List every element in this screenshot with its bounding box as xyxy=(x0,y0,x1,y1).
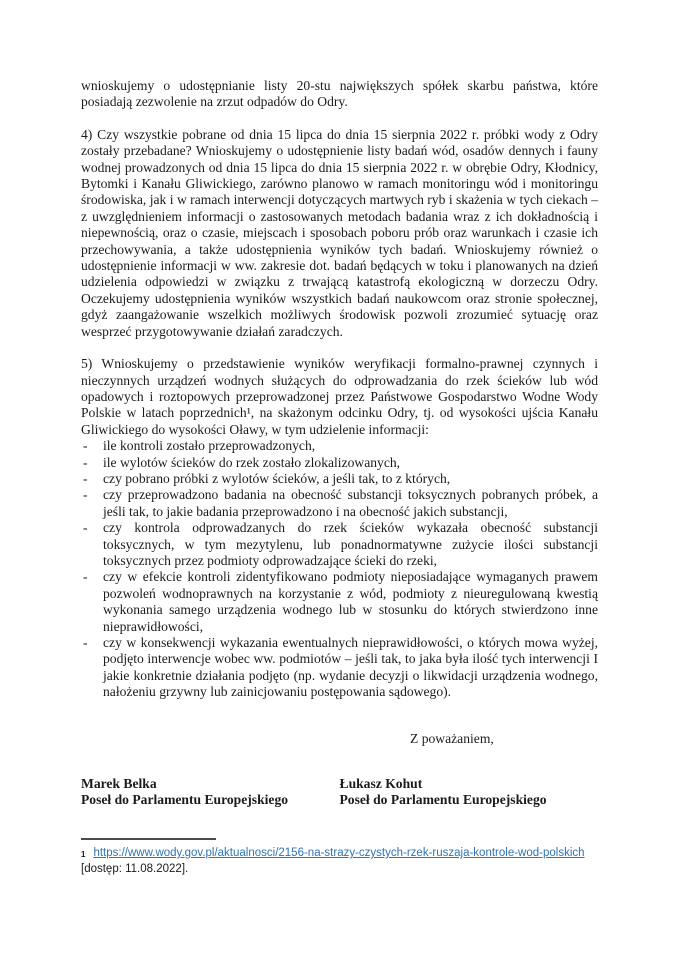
signer-name: Łukasz Kohut xyxy=(339,776,423,792)
closing-salutation: Z poważaniem, xyxy=(410,730,494,746)
request-bullet-list xyxy=(81,438,598,701)
bullet-text: czy kontrola odprowadzanych do rzek ścieków wykazała obecność substancji toksycznych, w tym mezytylenu, lub ponadnormatywne zużycie ilości substancji toksycznych przez podmioty odprowadzające ścieki do rzeki, xyxy=(103,520,598,568)
footnote-access-date: [dostęp: 11.08.2022]. xyxy=(81,862,189,875)
bullet-dash: - xyxy=(83,520,88,536)
bullet-dash: - xyxy=(83,438,88,454)
bullet-dash: - xyxy=(83,487,88,503)
paragraph-item-5-intro: 5) Wnioskujemy o przedstawienie wyników weryfikacji formalno-prawnej czynnych i nieczynnych urządzeń wodnych służących do odprowadzania do rzek ścieków lub wód opadowych i roztopowych przeprowadzonej przez Państwowe Gospodarstwo Wodne Wody Polskie w latach poprzednich¹, na skażonym odcinku Odry, tj. od wysokości ujścia Kanału Gliwickiego do wysokości Oławy, w tym udzielenie informacji: xyxy=(81,356,598,437)
bullet-dash: - xyxy=(83,470,88,486)
bullet-text: czy przeprowadzono badania na obecność substancji toksycznych pobranych próbek, a jeśli tak, to jakie badania przeprowadzono i na obecność jakich substancji, xyxy=(103,487,598,519)
footnote-separator xyxy=(81,838,216,840)
bullet-item xyxy=(81,520,598,569)
bullet-item xyxy=(81,471,598,487)
bullet-text: czy pobrano próbki z wylotów ścieków, a jeśli tak, to z których, xyxy=(103,470,451,486)
bullet-text: ile kontroli zostało przeprowadzonych, xyxy=(103,438,316,454)
paragraph-item-4: 4) Czy wszystkie pobrane od dnia 15 lipca do dnia 15 sierpnia 2022 r. próbki wody z Odry zostały przebadane? Wnioskujemy o udostępnienie listy badań wód, osadów dennych i fauny wodnej prowadzonych od dnia 15 lipca do dnia 15 sierpnia 2022 r. w obrębie Odry, Kłodnicy, Bytomki i Kanału Gliwickiego, zarówno planowo w ramach monitoringu wód i monitoringu środowiska, jak i w ramach interwencji dotyczących martwych ryb i skażenia w tych ciekach – z uwzględnieniem informacji o zastosowanych metodach badania wraz z ich dokładnością i niepewnością, oraz o czasie, miejscach i sposobach poboru prób oraz warunkach i czasie ich przechowywania, a także udostępnienia wyników tych badań. Wnioskujemy również o udostępnienie informacji w ww. zakresie dot. badań będących w toku i planowanych na dzień udzielenia odpowiedzi w związku z trwającą katastrofą ekologiczną w dorzeczu Odry. Oczekujemy udostępnienia wyników wszystkich badań naukowcom oraz stronie społecznej, gdyż zaangażowanie wszelkich możliwych środowisk pozwoli zrozumieć sytuację oraz wesprzeć przygotowywanie działań zaradczych. xyxy=(81,126,598,339)
bullet-dash: - xyxy=(83,569,88,585)
bullet-dash: - xyxy=(83,454,88,470)
bullet-item xyxy=(81,438,598,454)
footnote-marker: 1 xyxy=(81,850,86,859)
bullet-dash: - xyxy=(83,635,88,650)
bullet-item xyxy=(81,569,598,635)
paragraph-continuation: wnioskujemy o udostępnianie listy 20-stu największych spółek skarbu państwa, które posiadają zezwolenie na zrzut odpadów do Odry. xyxy=(81,78,598,110)
signature-left xyxy=(81,776,340,809)
bullet-text: ile wylotów ścieków do rzek zostało zlokalizowanych, xyxy=(103,454,401,470)
signer-name: Marek Belka xyxy=(81,776,157,792)
bullet-text: czy w konsekwencji wykazania ewentualnych nieprawidłowości, o których mowa wyżej, podjęto interwencje wobec ww. podmiotów – jeśli tak, to jaka była ilość tych interwencji I jakie konkretnie działania podjęto (np. wydanie decyzji o likwidacji urządzenia wodnego, nałożeniu grzywny lub zainicjowaniu postępowania sądowego). xyxy=(103,635,598,700)
signer-title: Poseł do Parlamentu Europejskiego xyxy=(339,792,547,808)
signature-row xyxy=(81,776,598,809)
signature-right xyxy=(340,776,599,809)
bullet-item xyxy=(81,635,598,701)
signer-title: Poseł do Parlamentu Europejskiego xyxy=(81,792,289,808)
bullet-text: czy w efekcie kontroli zidentyfikowano podmioty nieposiadające wymaganych prawem pozwoleń wodnoprawnych na korzystanie z wód, podmioty z nieuregulowaną kwestią wykonania samego urządzenia wodnego lub w stosunku do których stwierdzono inne nieprawidłowości, xyxy=(103,569,598,634)
footnote-link[interactable]: https://www.wody.gov.pl/aktualnosci/2156-na-strazy-czystych-rzek-ruszaja-kontrole-wod-polskich xyxy=(93,847,585,859)
bullet-item xyxy=(81,487,598,520)
bullet-item xyxy=(81,455,598,471)
footnote xyxy=(81,838,600,877)
letter-body xyxy=(81,78,598,809)
